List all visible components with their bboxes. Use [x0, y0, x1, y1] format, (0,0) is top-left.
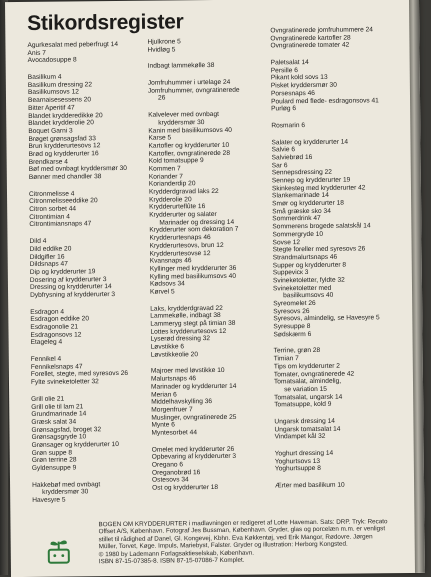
index-entry: Smør og krydderurter 18 — [272, 199, 344, 208]
index-entry: Kylling med basilikumsovs 40 — [149, 272, 237, 281]
index-entry: Kvansnaps 46 — [149, 257, 192, 265]
index-entry: Fennikel 4 — [30, 355, 62, 363]
index-entry: Citronmelisseeddike 20 — [29, 197, 98, 206]
colophon — [32, 518, 423, 577]
index-entry: Dild 4 — [29, 237, 47, 246]
index-entry: Muslinger, ovngratinerede 25 — [151, 413, 237, 422]
index-entry: Dildsnaps 47 — [29, 260, 68, 269]
index-entry: Grill olie til lam 21 — [31, 402, 84, 411]
index-entry: Grønsager og krydderurter 10 — [31, 440, 119, 449]
index-entry: Yoghurtsovs 13 — [274, 457, 321, 466]
index-column-1 — [27, 41, 167, 505]
index-entry: Pisket kryddersmør 30 — [270, 81, 337, 90]
index-entry: Krydderurtesnaps 46 — [149, 234, 211, 242]
index-entry: Yoghurtsuppe 8 — [274, 465, 321, 473]
index-entry: Sennepsdressing 22 — [271, 169, 332, 177]
index-entry: Basilikum dressing 22 — [27, 81, 93, 89]
index-entry: Slankemarinade 14 — [272, 192, 329, 200]
index-entry: Krydderurter som dekoration 7 — [149, 226, 239, 235]
index-entry: Græsk salat 34 — [31, 418, 77, 426]
index-entry: Skinkesteg med krydderurter 42 — [271, 184, 366, 193]
index-entry: Hvidløg 5 — [147, 46, 176, 54]
index-entry: Koriander 7 — [148, 172, 183, 181]
index-entry: Ærter med basilikum 10 — [275, 481, 345, 490]
index-entry: Malurtsnaps 46 — [150, 375, 197, 383]
index-entry: Yoghurt dressing 14 — [274, 449, 334, 458]
index-entry: Ovngratinerede tomater 42 — [270, 41, 350, 50]
index-entry: Ovngratinerede jomfruhummere 24 — [270, 26, 373, 35]
index-entry: Små græske sko 34 — [272, 207, 331, 216]
index-entry: Grill olie 21 — [31, 395, 65, 403]
index-entry: Krydderdgravad laks 22 — [148, 187, 219, 196]
index-entry: Citrontimian 4 — [29, 213, 70, 221]
index-entry: Krydderurter og salater — [149, 211, 217, 219]
index-entry: Boquet Garni 3 — [28, 127, 73, 135]
index-entry: Oreganobrød 16 — [151, 468, 201, 477]
index-entry: Supper og krydderurter 8 — [272, 261, 347, 269]
index-entry: Korianderdip 20 — [148, 180, 196, 188]
index-entry: Sovse 12 — [272, 238, 301, 246]
colophon-line: Offset A/S, København. Fotograf Jes Bussman, København. Gryder, glas og porcelæn m.m. er venligst — [98, 525, 386, 536]
index-entry: Blandet krydderolie 20 — [28, 119, 94, 128]
index-entry: Marinader og krydderurter 14 — [151, 382, 237, 391]
index-entry: Ungarsk tomatsalat 14 — [274, 425, 341, 434]
index-entry: Tomater, ovngratinerede 42 — [273, 370, 355, 378]
index-entry: Dip og krydderurter 19 — [29, 268, 96, 276]
index-entry: Kanin med basilikumsovs 40 — [148, 126, 232, 135]
index-entry: Esdragon 4 — [30, 308, 65, 316]
index-entry: Dild eddike 20 — [29, 245, 72, 253]
index-entry: Brød og krydderurter 16 — [28, 150, 99, 158]
index-entry: Krydderurteflûte 16 — [149, 203, 206, 212]
index-entry: Lammeryg stegt på timian 38 — [150, 319, 236, 328]
index-entry: Esdragonolie 21 — [30, 323, 79, 331]
book-page — [5, 0, 425, 577]
index-entry: Etageleg 4 — [30, 338, 63, 347]
index-entry: Tips om krydderurter 2 — [273, 362, 340, 371]
index-entry: Esdragon eddike 20 — [30, 315, 90, 324]
index-entry: Laks, krydderdgravad 22 — [150, 304, 223, 313]
index-entry: Bøf med ovnbagt kryddersmør 30 — [28, 165, 128, 174]
index-entry: Bitter Aperitif 47 — [28, 104, 75, 112]
index-entry: Krydderurtesovs, brun 12 — [149, 241, 224, 250]
index-entry: Sennep og krydderurter 19 — [271, 176, 351, 185]
index-entry: Bearnaisesessens 20 — [27, 96, 92, 105]
index-entry: Tomatsalat, ungarsk 14 — [274, 393, 343, 401]
index-entry: Ost og krydderurter 18 — [152, 484, 219, 492]
index-entry: Bønner med chandler 38 — [28, 173, 102, 181]
index-entry: 26 — [157, 94, 166, 103]
index-entry: Løvstikkeolie 20 — [150, 350, 199, 359]
index-entry: Forellet, stegte, med syresovs 26 — [30, 370, 129, 379]
index-entry: Anis 7 — [27, 49, 46, 57]
index-entry: Porsesnaps 46 — [270, 89, 316, 98]
index-entry: Lyserød dressing 32 — [150, 335, 211, 344]
index-entry: Mynte 6 — [151, 421, 175, 429]
index-entry: Lottes krydderurtesovs 12 — [150, 327, 227, 336]
index-entry: Blandet krydderedikke 20 — [28, 111, 103, 120]
index-entry: Jomfruhummer i urtelage 24 — [147, 78, 231, 87]
colophon-text — [98, 518, 425, 566]
index-entry: Omelet med krydderurter 26 — [151, 445, 235, 454]
index-entry: Karse 5 — [148, 134, 172, 142]
colophon-line: BOGEN OM KRYDDERURTER i madlavningen er redigeret af Lotte Haveman. Sats: DRP. Tryk: Recato — [98, 518, 388, 529]
index-entry: Ovngratinerede kartofler 28 — [270, 34, 351, 43]
index-entry: Dressing og krydderurter 14 — [29, 283, 112, 292]
colophon-line: Müller, Torvet, Køge. Impuls, Mariebyst, Falster. Gryder og illustration: Herborg Kongsted. — [98, 540, 348, 551]
index-entry: Kalvelever med ovnbagt — [148, 111, 219, 119]
index-entry: Gyldensuppe 9 — [31, 464, 77, 472]
index-entry: Havesyre 5 — [32, 496, 66, 504]
index-entry: Fennikelsnaps 47 — [30, 363, 83, 371]
index-entry: Opbevaring af krydderurter 3 — [151, 453, 237, 461]
index-entry: Persille 6 — [270, 66, 298, 75]
colophon-line: © 1980 by Lademann Forlagsaktieselskab, København. — [98, 549, 254, 558]
index-entry: Fylte svineketoletter 32 — [30, 378, 99, 387]
index-entry: Brendkarse 4 — [28, 158, 68, 166]
index-entry: Lammekølle, indbagt 38 — [150, 312, 221, 320]
index-entry: Marinader og dressing 14 — [159, 218, 235, 227]
index-entry: Vindampet kål 32 — [274, 433, 326, 441]
index-entry: Grønsagsfad, broget 32 — [31, 425, 102, 434]
index-entry: Pikant kold sovs 13 — [270, 74, 328, 82]
index-entry: Dosering af krydderurter 3 — [29, 275, 107, 284]
index-entry: Rosmarin 6 — [271, 121, 306, 130]
index-column-2 — [147, 37, 290, 492]
index-entry: Krydderolie 20 — [149, 195, 192, 204]
index-entry: Svineketoletter med — [272, 284, 332, 293]
index-entry: Salvie 6 — [271, 146, 296, 154]
index-column-3 — [270, 26, 423, 490]
index-entry: Kødsovs 34 — [149, 280, 185, 288]
index-entry: Sødskærm 6 — [273, 330, 312, 339]
index-entry: Dildgifler 16 — [29, 253, 65, 261]
index-entry: Timian 7 — [273, 355, 299, 363]
index-entry: Grøn terrine 28 — [31, 456, 77, 465]
index-entry: Avocadosuppe 8 — [27, 56, 77, 65]
index-entry: basilikumsovs 40 — [283, 292, 334, 300]
index-entry: Sar 6 — [271, 161, 288, 170]
index-entry: Brun krydderurtesovs 12 — [28, 142, 101, 151]
index-entry: Tomatsalat, almindelig, — [273, 377, 342, 386]
index-entry: Myntesorbet 44 — [151, 429, 198, 437]
colophon-line: stillet til rådighed af Danel, Gl. Kongevej, Kbhn. Eva Køkkentøj, ved Erik Mangor, Rødovre. Jørgen — [98, 533, 373, 544]
index-entry: Salviebrød 16 — [271, 153, 313, 162]
index-entry: Citrontimiansnaps 47 — [29, 220, 92, 229]
index-entry: Esdragonsovs 12 — [30, 331, 82, 339]
index-entry: Strandmalurtsnaps 46 — [272, 253, 338, 262]
index-entry: Suppeviск 3 — [272, 269, 309, 277]
index-entry: Brøget grønsagsfad 33 — [28, 134, 96, 143]
index-entry: Sommerdrink 47 — [272, 215, 321, 223]
index-entry: Krydderurtesovse 12 — [149, 249, 211, 258]
index-entry: Syresovs, almindelig, se Havesyre 5 — [273, 314, 380, 323]
index-entry: Indbagt lammekølle 38 — [147, 62, 215, 71]
index-entry: kryddersmør 30 — [158, 118, 205, 127]
index-entry: Grundmarinade 14 — [31, 410, 87, 419]
index-entry: Middelhavskylling 36 — [151, 398, 213, 406]
index-entry: Syreomelet 26 — [273, 299, 316, 308]
index-entry: Ungarsk dressing 14 — [274, 417, 335, 426]
index-entry: Syresuppe 8 — [273, 323, 311, 331]
index-entry: Tomatsuppe, kold 9 — [274, 401, 332, 409]
colophon-line: ISBN 87-15-07385-8. ISBN 87-15-07086-7 Komplet. — [98, 556, 245, 566]
index-entry: Grønsagsgryde 10 — [31, 433, 87, 442]
index-entry: Basilikumsovs 12 — [27, 88, 79, 97]
index-entry: Ostesovs 34 — [151, 476, 189, 485]
index-entry: Kartofler og krydderurter 10 — [148, 141, 230, 150]
index-entry: Majroer med løvstikke 10 — [150, 367, 225, 376]
index-entry: Basilikum 4 — [27, 73, 62, 82]
index-entry: Citronmelisse 4 — [28, 190, 75, 198]
index-entry: Morgenfruer 7 — [151, 406, 193, 414]
index-entry: Kørvel 5 — [150, 288, 175, 296]
index-entry: kryddersmør 30 — [42, 488, 89, 497]
index-entry: Salater og krydderurter 14 — [271, 138, 349, 146]
index-entry: Sommergryde 10 — [272, 230, 324, 239]
index-entry: Citron sorbet 44 — [29, 205, 77, 214]
index-entry: Hakkebøf med ovnbagt — [32, 480, 101, 489]
page-title: Stikordsregister — [27, 10, 184, 35]
index-entry: Grøn suppe 8 — [31, 449, 73, 457]
index-entry: Kold tomatsuppe 9 — [148, 157, 204, 165]
index-entry: Jomfruhummer, ovngratinerede — [147, 86, 240, 95]
index-entry: Terrine, grøn 28 — [273, 347, 321, 355]
index-entry: se variation 15 — [284, 385, 327, 394]
index-entry: Hjulkrone 5 — [147, 38, 181, 46]
index-entry: Agurkesalat med peberfrugt 14 — [27, 41, 119, 49]
index-entry: Dybfrysning af krydderurter 3 — [30, 290, 116, 299]
index-entry: Merian 6 — [151, 390, 177, 399]
index-entry: Stegte foreller med syresovs 26 — [272, 245, 366, 254]
index-entry: Purløg 6 — [271, 105, 297, 113]
index-entry: Sommerens brogede salatskål 14 — [272, 222, 371, 231]
index-entry: Svineketoletter, fyldte 32 — [272, 276, 345, 285]
index-entry: Poulard med flede- esdragonsovs 41 — [271, 96, 379, 105]
index-entry: Syresovs 26 — [273, 307, 310, 316]
herb-pot-logo-icon — [43, 535, 75, 565]
index-entry: Oregano 6 — [151, 461, 184, 469]
index-entry: Kommen 7 — [148, 165, 181, 173]
index-entry: Paletsalat 14 — [270, 59, 309, 67]
index-entry: Løvstikke 6 — [150, 343, 185, 351]
index-entry: Kyllinger med krydderurter 36 — [149, 264, 237, 273]
index-entry: Kartofler, ovngratinerede 28 — [148, 149, 231, 158]
